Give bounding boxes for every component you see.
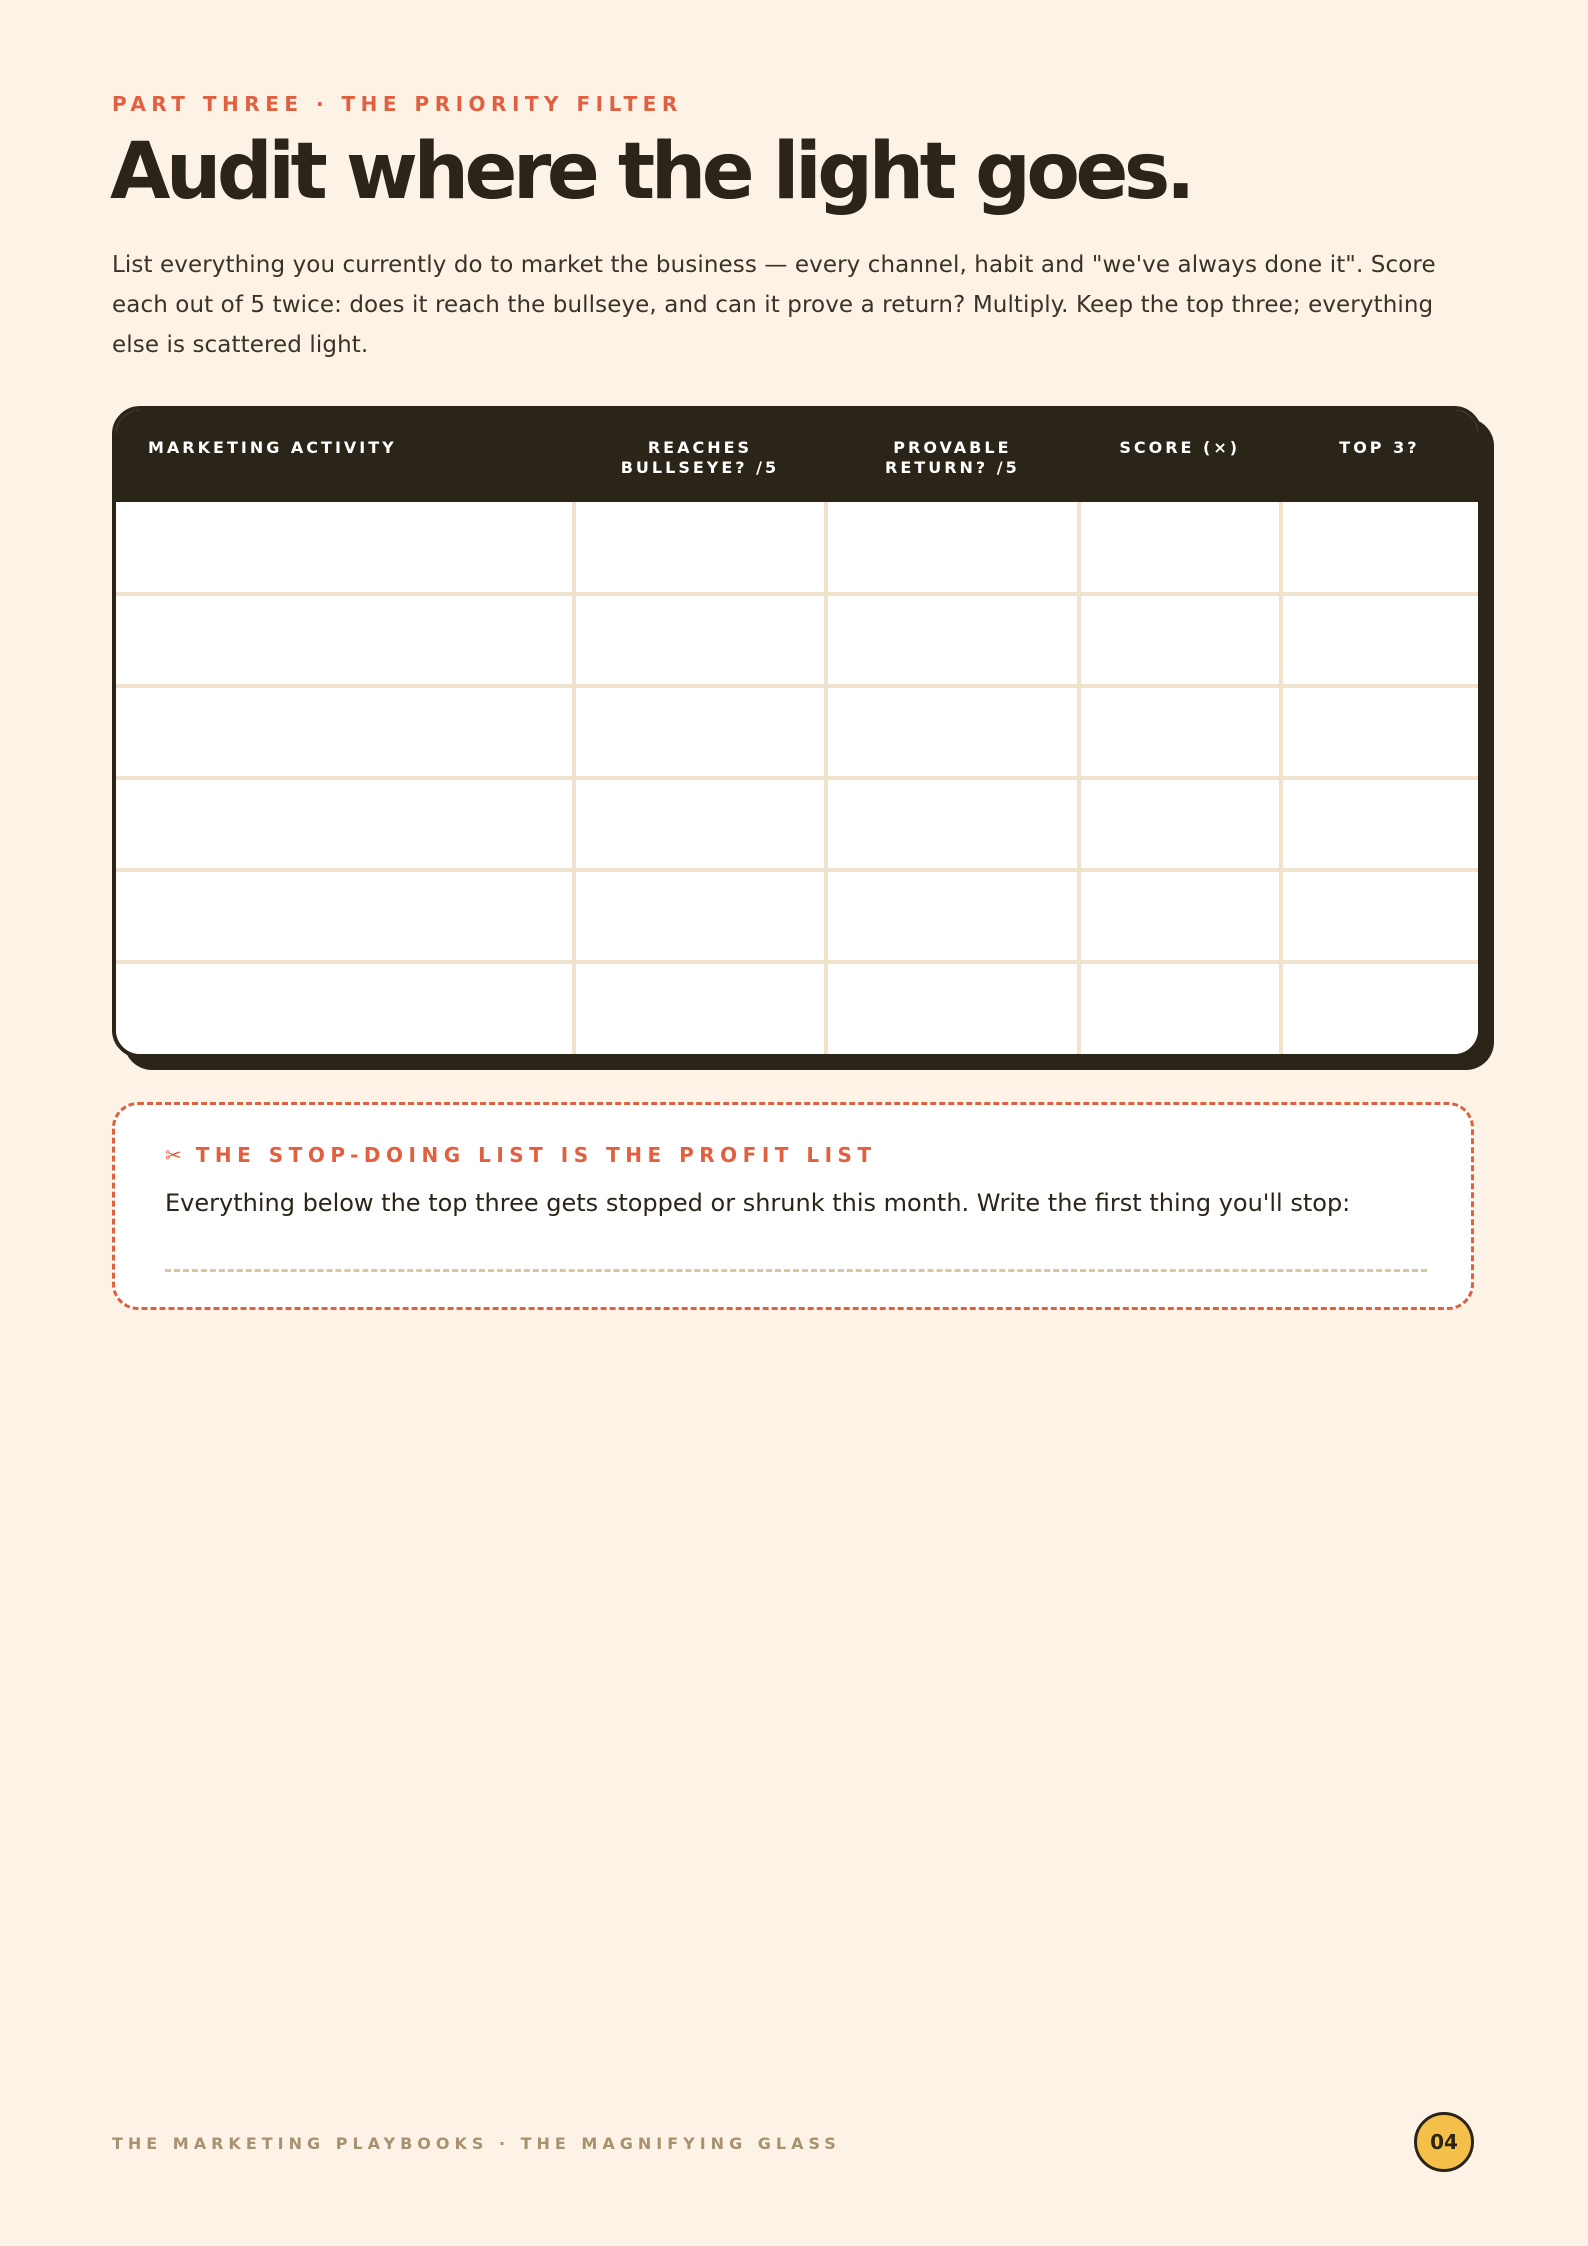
scissors-icon: ✂ xyxy=(165,1143,182,1167)
top3-cell[interactable] xyxy=(1281,870,1478,962)
table-row xyxy=(116,870,1478,962)
return-score-cell[interactable] xyxy=(826,870,1078,962)
score-cell[interactable] xyxy=(1079,962,1281,1054)
section-eyebrow: PART THREE · THE PRIORITY FILTER xyxy=(112,92,683,116)
intro-paragraph: List everything you currently do to market the business — every channel, habit and "we've always done it". Score each out of 5 twice: does it reach the bullseye, and can it prove a return? Multiply. Keep the top three; everything else is scattered light. xyxy=(112,252,1436,358)
top3-cell[interactable] xyxy=(1281,962,1478,1054)
activity-cell[interactable] xyxy=(116,962,574,1054)
page-number-badge: 04 xyxy=(1414,2112,1474,2172)
table-header-row xyxy=(116,410,1478,502)
table-row xyxy=(116,594,1478,686)
return-score-cell[interactable] xyxy=(826,502,1078,594)
score-cell[interactable] xyxy=(1079,686,1281,778)
bullseye-score-cell[interactable] xyxy=(574,962,826,1054)
activity-cell[interactable] xyxy=(116,778,574,870)
column-header-activity: MARKETING ACTIVITY xyxy=(116,410,574,502)
footer-running-title: THE MARKETING PLAYBOOKS · THE MAGNIFYING GLASS xyxy=(112,2134,841,2153)
column-header-bullseye: REACHES BULLSEYE? /5 xyxy=(574,410,826,502)
page-title: Audit where the light goes. xyxy=(110,127,1191,217)
top3-cell[interactable] xyxy=(1281,686,1478,778)
top3-cell[interactable] xyxy=(1281,594,1478,686)
stop-doing-heading: ✂ THE STOP-DOING LIST IS THE PROFIT LIST xyxy=(165,1143,877,1167)
top3-cell[interactable] xyxy=(1281,778,1478,870)
bullseye-score-cell[interactable] xyxy=(574,594,826,686)
stop-doing-instruction: Everything below the top three gets stopped or shrunk this month. Write the first thing you'll stop: xyxy=(165,1189,1351,1217)
top3-cell[interactable] xyxy=(1281,502,1478,594)
audit-table xyxy=(112,406,1482,1058)
table-row xyxy=(116,686,1478,778)
score-cell[interactable] xyxy=(1079,870,1281,962)
table-row xyxy=(116,962,1478,1054)
column-header-top3: TOP 3? xyxy=(1281,410,1478,502)
activity-cell[interactable] xyxy=(116,594,574,686)
score-cell[interactable] xyxy=(1079,778,1281,870)
bullseye-score-cell[interactable] xyxy=(574,870,826,962)
activity-cell[interactable] xyxy=(116,686,574,778)
return-score-cell[interactable] xyxy=(826,686,1078,778)
score-cell[interactable] xyxy=(1079,502,1281,594)
activity-cell[interactable] xyxy=(116,870,574,962)
return-score-cell[interactable] xyxy=(826,962,1078,1054)
table-row xyxy=(116,778,1478,870)
return-score-cell[interactable] xyxy=(826,778,1078,870)
table-row xyxy=(116,502,1478,594)
score-cell[interactable] xyxy=(1079,594,1281,686)
bullseye-score-cell[interactable] xyxy=(574,686,826,778)
activity-cell[interactable] xyxy=(116,502,574,594)
bullseye-score-cell[interactable] xyxy=(574,778,826,870)
stop-doing-write-line[interactable] xyxy=(165,1269,1427,1272)
column-header-return: PROVABLE RETURN? /5 xyxy=(826,410,1078,502)
return-score-cell[interactable] xyxy=(826,594,1078,686)
column-header-score: SCORE (×) xyxy=(1079,410,1281,502)
bullseye-score-cell[interactable] xyxy=(574,502,826,594)
stop-doing-callout xyxy=(112,1102,1474,1310)
